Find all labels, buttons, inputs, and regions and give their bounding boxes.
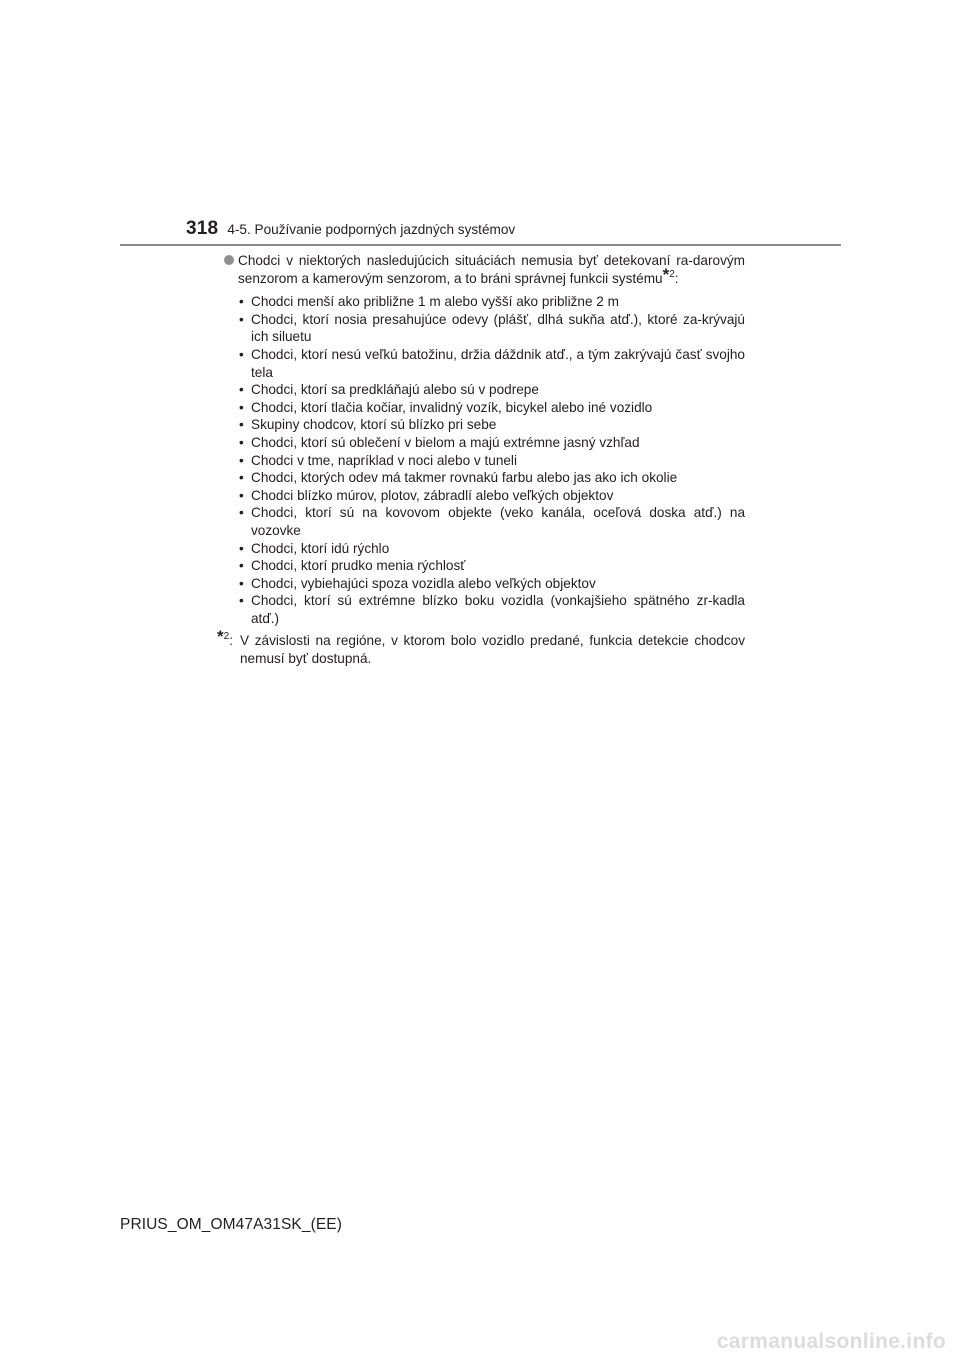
bullet-dot-icon: • bbox=[239, 540, 244, 556]
bullet-dot-icon: • bbox=[239, 399, 244, 415]
list-item: • Chodci, ktorí sú oblečení v bielom a majú extrémne jasný vzhľad bbox=[239, 434, 640, 450]
bullet-dot-icon: • bbox=[239, 294, 244, 310]
list-item: • Chodci blízko múrov, plotov, zábradlí alebo veľkých objektov bbox=[239, 487, 614, 503]
main-item-text: Chodci v niektorých nasledujúcich situáciách nemusia byť detekovaní ra-darovým senzorom a kamerovým senzorom, a to bráni správnej funkcii systému bbox=[238, 253, 745, 286]
list-item: • Chodci, ktorí sú na kovovom objekte (veko kanála, oceľová doska atď.) na vozovke bbox=[239, 505, 745, 538]
bullet-dot-icon: • bbox=[239, 452, 244, 468]
page-number: 318 bbox=[186, 218, 219, 239]
list-item: • Chodci, ktorých odev má takmer rovnakú farbu alebo jas ako ich okolie bbox=[239, 470, 678, 486]
bullet-dot-icon: • bbox=[239, 575, 244, 591]
main-item-suffix: : bbox=[674, 270, 679, 286]
list-item: • Skupiny chodcov, ktorí sú blízko pri sebe bbox=[239, 417, 497, 433]
bullet-dot-icon: • bbox=[239, 434, 244, 450]
footnote-asterisk: * bbox=[662, 264, 670, 284]
bullet-dot-icon: • bbox=[239, 346, 244, 362]
page-content bbox=[217, 252, 745, 668]
footnote-number: 2 bbox=[223, 631, 230, 643]
list-item: • Chodci, ktorí nosia presahujúce odevy (plášť, dlhá sukňa atď.), ktoré za-krývajú ich siluetu bbox=[239, 311, 745, 345]
footnote bbox=[217, 627, 745, 667]
header-divider bbox=[120, 244, 841, 246]
footnote-separator: : bbox=[229, 633, 233, 649]
list-item: • Chodci menší ako približne 1 m alebo vyšší ako približne 2 m bbox=[239, 294, 619, 310]
pedestrian-conditions-list bbox=[223, 293, 745, 627]
list-item: • Chodci v tme, napríklad v noci alebo v tuneli bbox=[239, 452, 517, 468]
footnote-marker bbox=[217, 627, 233, 650]
bullet-dot-icon: • bbox=[239, 417, 244, 433]
circle-bullet-icon bbox=[224, 255, 234, 265]
list-item: • Chodci, ktorí idú rýchlo bbox=[239, 540, 390, 556]
bullet-dot-icon: • bbox=[239, 470, 244, 486]
list-item: • Chodci, ktorí sú extrémne blízko boku vozidla (vonkajšieho spätného zr-kadla atď.) bbox=[239, 593, 745, 626]
main-bullet-item bbox=[223, 252, 745, 287]
footnote-ref-number: 2 bbox=[669, 268, 675, 280]
bullet-dot-icon: • bbox=[239, 487, 244, 503]
document-id: PRIUS_OM_OM47A31SK_(EE) bbox=[120, 1216, 342, 1233]
list-item: • Chodci, ktorí sa predkláňajú alebo sú v podrepe bbox=[239, 382, 539, 398]
footnote-asterisk: * bbox=[217, 627, 224, 647]
bullet-dot-icon: • bbox=[239, 382, 244, 398]
list-item: • Chodci, vybiehajúci spoza vozidla alebo veľkých objektov bbox=[239, 575, 596, 591]
list-item: • Chodci, ktorí nesú veľkú batožinu, držia dáždnik atď., a tým zakrývajú časť svojho tela bbox=[239, 346, 745, 380]
bullet-dot-icon: • bbox=[239, 558, 244, 574]
footnote-text: V závislosti na regióne, v ktorom bolo vozidlo predané, funkcia detekcie chodcov nemusí byť dostupná. bbox=[240, 633, 745, 667]
list-item: • Chodci, ktorí tlačia kočiar, invalidný vozík, bicykel alebo iné vozidlo bbox=[239, 399, 653, 415]
bullet-dot-icon: • bbox=[239, 593, 244, 609]
bullet-dot-icon: • bbox=[239, 505, 244, 521]
watermark-logo: carmanualsonline.info bbox=[716, 1330, 946, 1353]
page-header bbox=[186, 218, 515, 244]
bullet-dot-icon: • bbox=[239, 311, 244, 327]
section-title: 4-5. Používanie podporných jazdných systémov bbox=[227, 222, 516, 237]
list-item: • Chodci, ktorí prudko menia rýchlosť bbox=[239, 558, 466, 574]
